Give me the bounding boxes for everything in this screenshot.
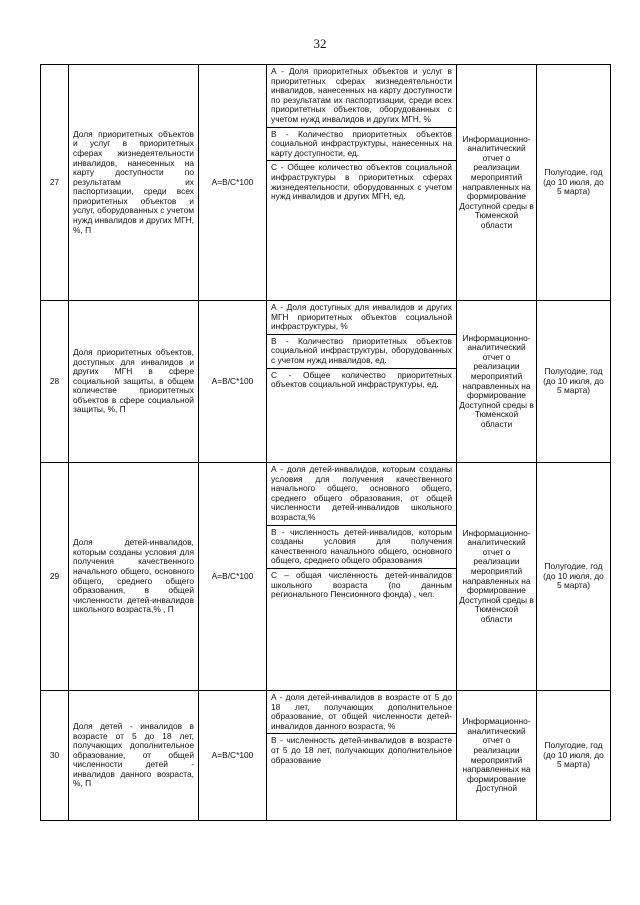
table-row [41,301,611,463]
formula: A=B/C*100 [199,301,267,463]
variable-c: С – общая численность детей-инвалидов школьного возраста (по данным регионального Пенсионного фонда) , чел. [271,569,452,600]
reporting-period: Полугодие, год (до 10 июля, до 5 марта) [537,65,611,301]
variable-a: А - Доля приоритетных объектов и услуг в приоритетных сферах жизнедеятельности инвалидов, нанесенных на карту доступности по результатам их паспортизации, среди всех приоритетных объектов, оборудованных с учетом нужд инвалидов и других МГН, % [267,65,456,128]
variable-b: В - Количество приоритетных объектов социальной инфраструктуры, нанесенных на карту доступности, ед. [267,128,456,162]
indicator-name: Доля приоритетных объектов и услуг в приоритетных сферах жизнедеятельности инвалидов, нанесенных на карту доступности по результатам их паспортизации, среди всех приоритетных объектов и услуг, оборудованных с учетом нужд инвалидов и других МГН, %, П [69,65,199,301]
variables-cell [267,691,457,821]
variables-cell [267,463,457,691]
reporting-period: Полугодие, год (до 10 июля, до 5 марта) [537,691,611,821]
formula: A=B/C*100 [199,691,267,821]
variable-a: А - доля детей-инвалидов в возрасте от 5 до 18 лет, получающих дополнительное образование, от общей численности детей-инвалидов данного возраста, % [267,691,456,734]
table-row [41,65,611,301]
variable-b: В - численность детей-инвалидов в возрасте от 5 до 18 лет, получающих дополнительное образование [271,735,452,765]
formula: A=B/C*100 [199,65,267,301]
indicator-name: Доля детей-инвалидов, которым созданы условия для получения качественного начального общего, основного общего, среднего общего образования, в общей численности детей-инвалидов школьного возраста,% , П [69,463,199,691]
data-source: Информационно-аналитический отчет о реализации мероприятий направленных на формирование Доступной среды в Тюменской области [457,463,537,691]
indicator-name: Доля приоритетных объектов, доступных для инвалидов и других МГН в сфере социальной защиты, в общем количестве приоритетных объектов в сфере социальной защиты, %, П [69,301,199,463]
data-source: Информационно-аналитический отчет о реализации мероприятий направленных на формирование Доступной среды в Тюменской области [457,65,537,301]
variable-c: С - Общее количество объектов социальной инфраструктуры в приоритетных сферах жизнедеятельности, оборудованных с учетом нужд инвалидов и других МГН, ед. [271,162,452,202]
indicator-name: Доля детей - инвалидов в возрасте от 5 до 18 лет, получающих дополнительное образование, от общей численности детей - инвалидов данного возраста, %, П [69,691,199,821]
variables-cell [267,65,457,301]
indicators-table [40,64,611,821]
table-row [41,463,611,691]
table-row [41,691,611,821]
row-number: 29 [41,463,69,691]
formula: A=B/C*100 [199,463,267,691]
row-number: 28 [41,301,69,463]
row-number: 27 [41,65,69,301]
reporting-period: Полугодие, год (до 10 июля, до 5 марта) [537,463,611,691]
row-number: 30 [41,691,69,821]
reporting-period: Полугодие, год (до 10 июля, до 5 марта) [537,301,611,463]
variable-b: В - численность детей-инвалидов, которым созданы условия для получения качественного начального общего, основного общего, среднего общего образования [267,526,456,569]
data-source: Информационно-аналитический отчет о реализации мероприятий направленных на формирование Доступной среды в Тюменской области [457,301,537,463]
variable-a: А - Доля доступных для инвалидов и других МГН приоритетных объектов социальной инфраструктуры, % [267,301,456,335]
variable-b: В - Количество приоритетных объектов социальной инфраструктуры, оборудованных с учетом нужд инвалидов, ед. [267,335,456,369]
variables-cell [267,301,457,463]
data-source: Информационно-аналитический отчет о реализации мероприятий направленных на формирование Доступной [457,691,537,821]
variable-c: С - Общее количество приоритетных объектов социальной инфраструктуры, ед. [271,369,452,390]
variable-a: А - доля детей-инвалидов, которым созданы условия для получения качественного начального общего, основного общего, среднего общего образования, от общей численности детей-инвалидов школьного возраста,% [267,463,456,526]
page-number: 32 [313,36,327,51]
